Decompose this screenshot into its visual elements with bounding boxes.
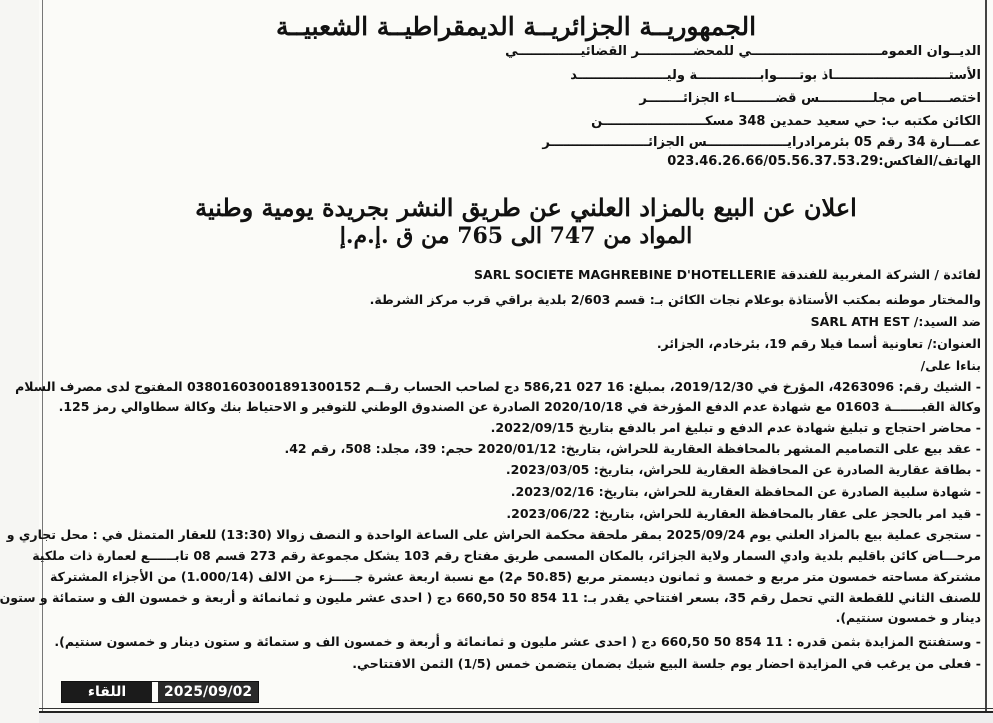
domicile-line: والمختار موطنه بمكتب الأستاذة بوعلام نجات الكائن بـ: قسم 2/603 بلدية براقي قرب مركز الشرطة.	[369, 292, 981, 307]
sale-contract-line: - عقد بيع على التصاميم المشهر بالمحافظة العقارية للحراش، بتاريخ: 2020/01/12 حجم: 39، مجلد: 508، رقم 42.	[284, 441, 981, 456]
newspaper-stamp	[61, 681, 259, 703]
starting-price-line: للصنف الثاني للقطعة التي تحمل رقم 35، بسعر افتتاحي يقدر بـ: 11 854 50 660,50 دج ( احدى عشر مليون و ثمانمائة و أربعة و خمسون الف و ستمائة و ستون	[0, 590, 981, 605]
announcement-title: اعلان عن البيع بالمزاد العلني عن طريق النشر بجريدة يومية وطنية	[195, 193, 857, 222]
land-card-line: - بطاقة عقارية الصادرة عن المحافظة العقارية للحراش، بتاريخ: 2023/03/05.	[505, 462, 981, 477]
opening-bid-line: - وستفتتح المزايدة بثمن قدره : 11 854 50 660,50 دج ( احدى عشر مليون و ثمانمائة و أربعة و خمسون الف و ستمائة و ستون دينار و خمسون سنتيم).	[54, 634, 981, 649]
against-line: ضد السيد:/ SARL ATH EST	[810, 314, 981, 329]
cheque-line: - الشيك رقم: 4263096، المؤرخ في 2019/12/30، بمبلغ: 16 027 586,21 دج لصاحب الحساب رقــم 03801603001891300152 المفتوح لدى مصرف السلام	[15, 379, 981, 394]
beneficiary-line: لفائدة / الشركة المغربية للفندقة SARL SOCIETE MAGHREBINE D'HOTELLERIE	[474, 267, 981, 282]
seizure-order-line: - قيد امر بالحجز على عقار بالمحافظة العقارية للحراش، بتاريخ: 2023/06/22.	[506, 506, 981, 521]
property-area-line: مشتركة مساحته خمسون متر مربع و خمسة و ثمانون ديسمتر مربع (50.85 م2) مع نسبة اربعة عشرة جـــــزء من الالف (1.000/14) من الأجزاء المشتركة	[49, 569, 981, 584]
property-location-line: مرحـــاض كائن باقليم بلدية وادي السمار ولاية الجزائر، بالمكان المسمى طريق مفتاح رقم 103 يشكل مجموعة رقم 273 قسم 08 تابــــــع لعمارة ذات ملكية	[32, 548, 981, 563]
guarantee-line: - فعلى من يرغب في المزايدة احضار يوم جلسة البيع شيك بضمان يتضمن خمس (1/5) الثمن الافتتاحي.	[352, 656, 981, 671]
protest-line: - محاضر احتجاج و تبليغ شهادة عدم الدفع و تبليغ امر بالدفع بتاريخ 2022/09/15.	[490, 420, 981, 435]
page-border-right	[985, 0, 987, 723]
office-building: عمـــارة 34 رقم 05 بئرمرادرايــــــــــــــــــس الجزائــــــــــــــــــــــر	[542, 135, 981, 150]
bottom-strip	[39, 711, 993, 723]
auction-date-line: - ستجرى عملية بيع بالمزاد العلني يوم 2025/09/24 بمقر ملحقة محكمة الحراش على الساعة الواحدة و النصف زوالا (13:30) للعقار المتمثل في : محل تجاري و	[6, 527, 981, 542]
page-border-left	[42, 0, 43, 723]
publication-date: 2025/09/02	[158, 682, 258, 702]
address-line: العنوان:/ تعاونية أسما فيلا رقم 19، بئرخادم، الجزائر.	[656, 336, 981, 351]
office-phone: الهاتف/الفاكس:023.46.26.66/05.56.37.53.29	[667, 154, 981, 169]
bank-agency-line: وكالة القبـــــــة 01603 مع شهادة عدم الدفع المؤرخة في 2020/10/18 الصادرة عن الصندوق الوطني للتوفير و الاحتياط بنك وكالة سطاوالي رمز 125.	[58, 399, 981, 414]
negative-cert-line: - شهادة سلبية الصادرة عن المحافظة العقارية للحراش، بتاريخ: 2023/02/16.	[510, 484, 981, 499]
announcement-articles: المواد من 747 الى 765 من ق .إ.م.إ	[339, 223, 693, 249]
based-on-line: بناءا على/	[920, 358, 981, 373]
bottom-rule	[39, 708, 993, 709]
bailiff-name: الأستــــــــــــــــــــــــــاذ بوتـــــوابــــــــــــــة وليــــــــــــــــــــد	[570, 68, 981, 83]
republic-title: الجمهوريــة الجزائريــة الديمقراطيــة الشعبيــة	[275, 12, 757, 41]
bailiff-office: الديــوان العمومـــــــــــــــــــــــــــــي للمحضــــــــــــر القضائيــــــــــــــي	[505, 44, 981, 59]
office-address: الكائن مكتبه ب: حي سعيد حمدين 348 مسكـــــــــــــــــــــــن	[591, 114, 981, 129]
jurisdiction: اختصــــــاص مجلــــــــــــس قضـــــــــاء الجزائــــــــر	[639, 91, 981, 106]
newspaper-name: اللقاء	[62, 682, 152, 702]
price-words-line: دينار و خمسون سنتيم).	[835, 610, 981, 625]
